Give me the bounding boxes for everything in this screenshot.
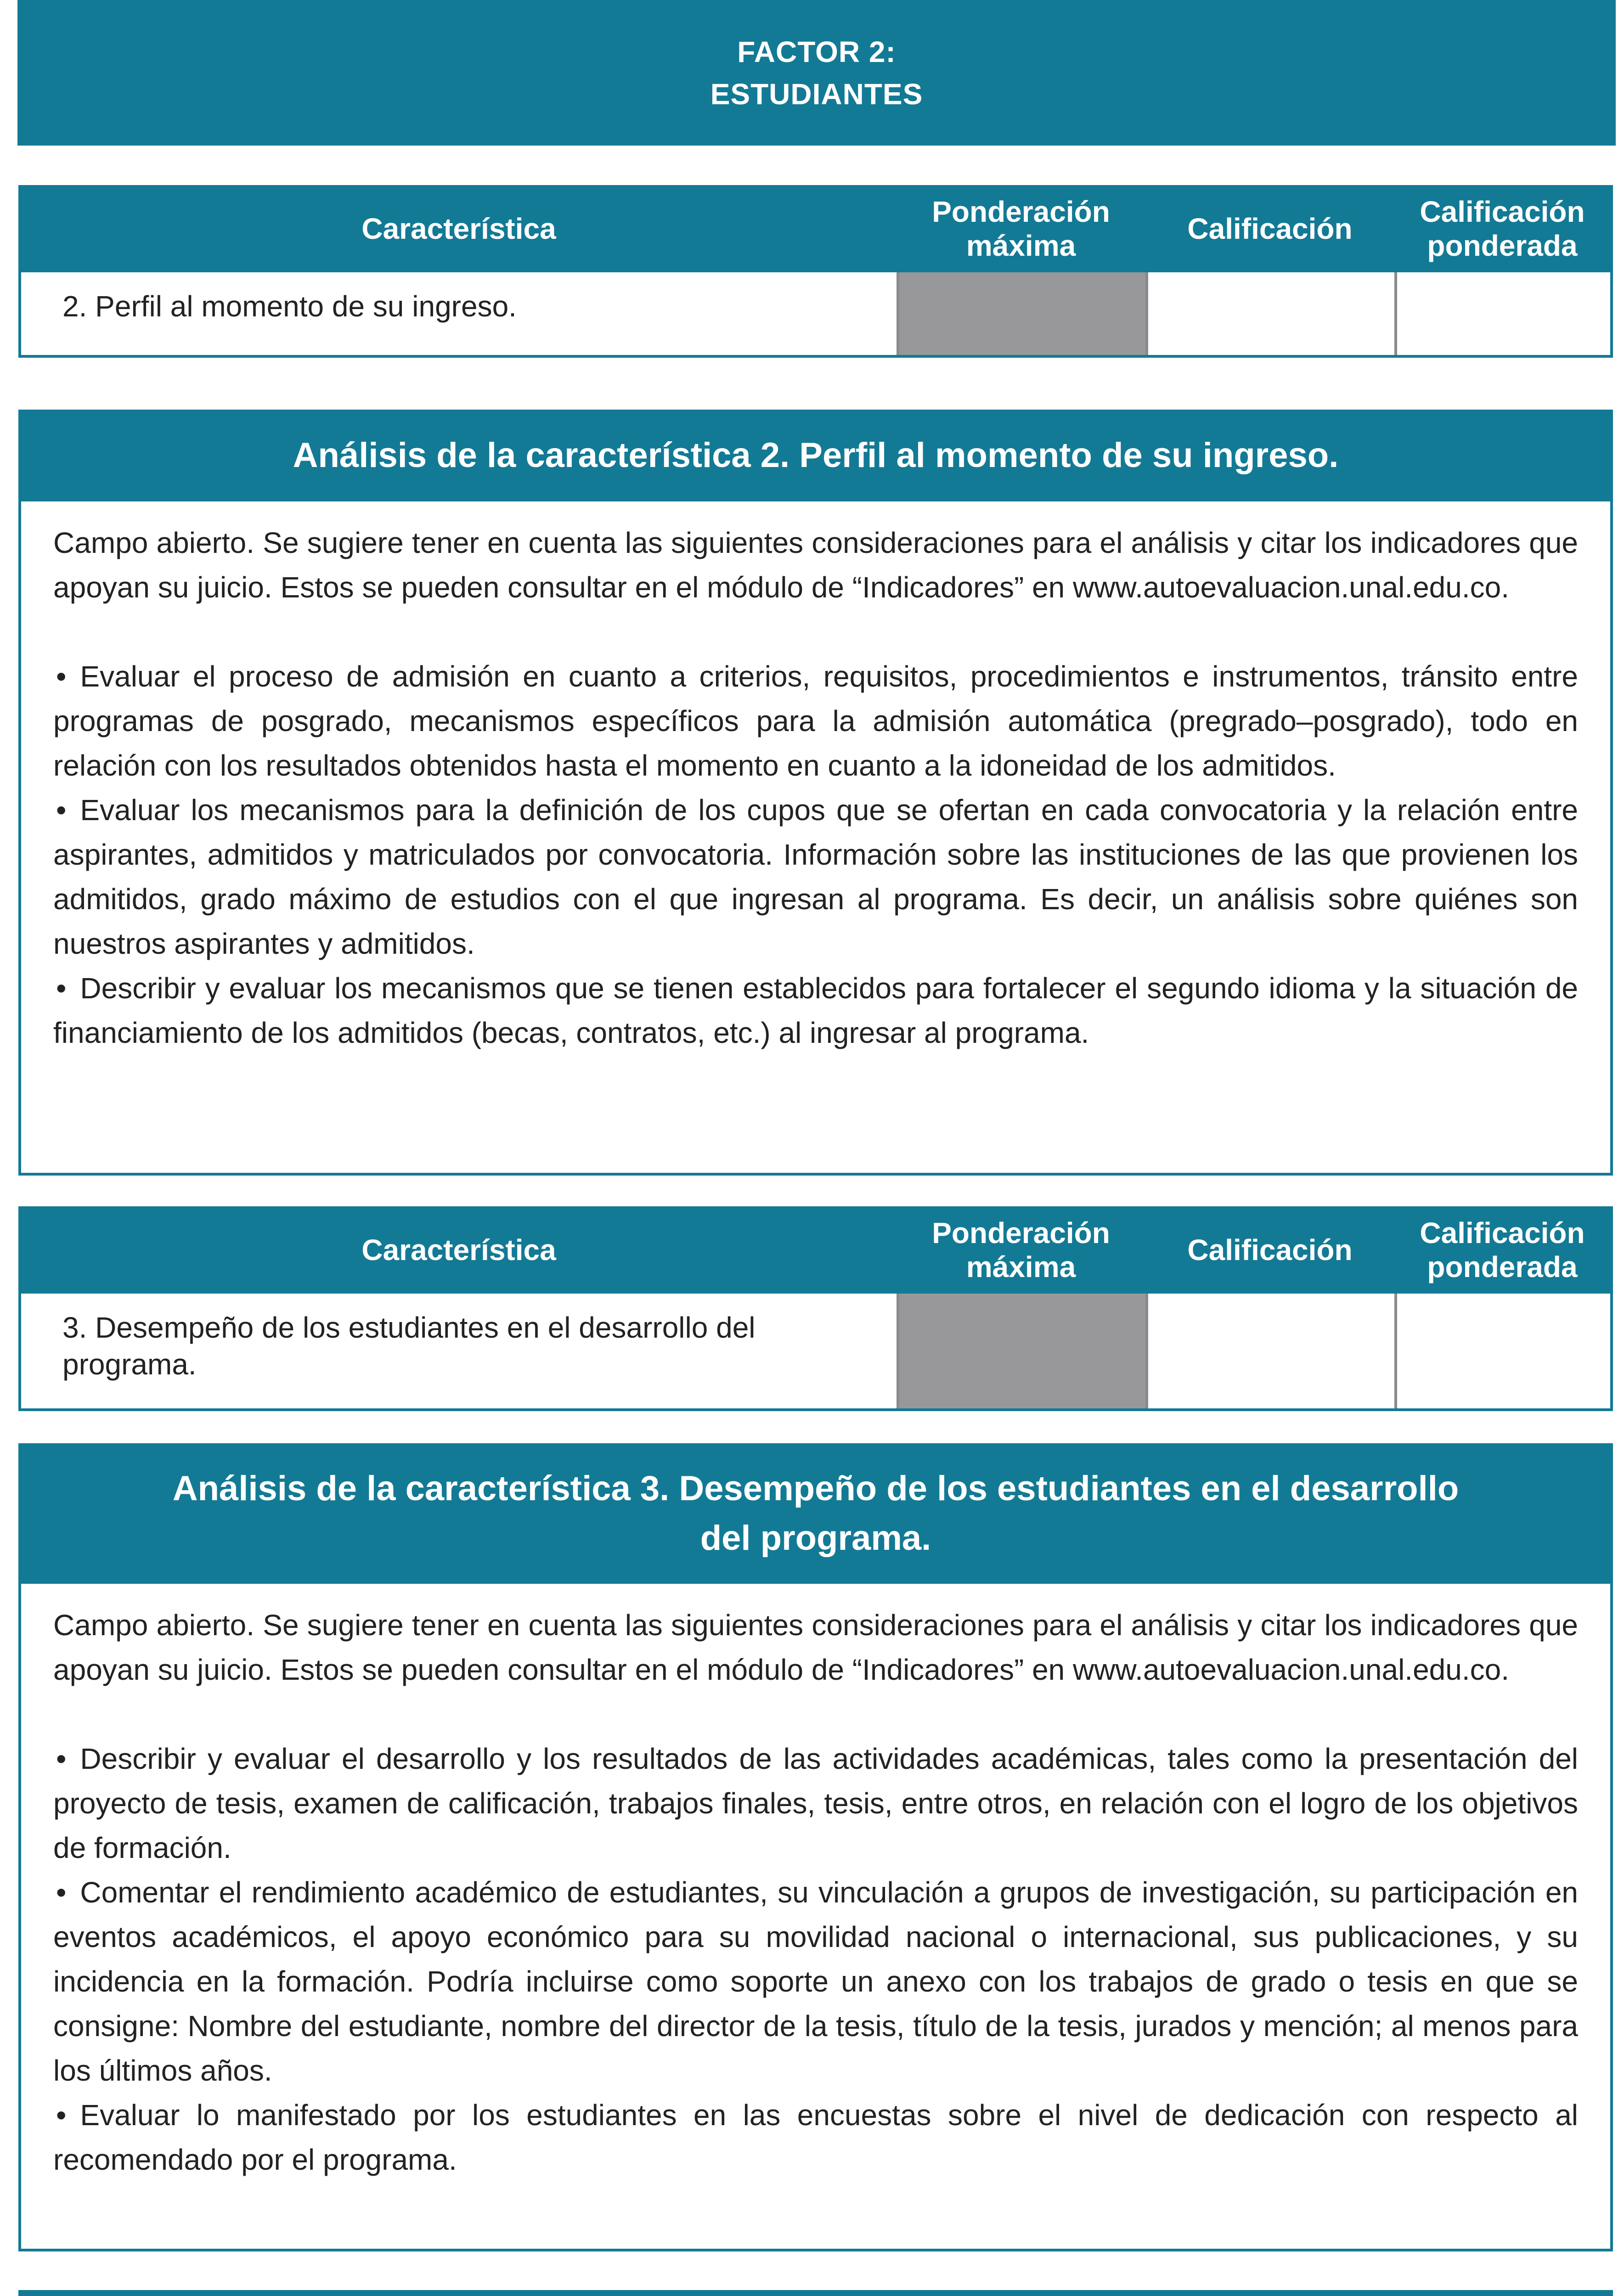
header-calificacion: Calificación — [1187, 212, 1353, 245]
analysis-body — [21, 501, 1610, 1055]
characteristic-table-3 — [18, 1206, 1613, 1411]
analysis-panel-2 — [18, 410, 1613, 1176]
header-ponderacion: Ponderación máxima — [932, 1216, 1110, 1283]
calificacion-ponderada-cell[interactable] — [1394, 272, 1610, 355]
factor-title: ESTUDIANTES — [710, 77, 923, 111]
analysis-body — [21, 1584, 1610, 2182]
consideration-item: • Comentar el rendimiento académico de estudiantes, su vinculación a grupos de investigación, su participación en eventos académicos, el apoyo económico para su movilidad nacional o internacional, sus publicaciones, y su incidencia en la formación. Podría incluirse como soporte un anexo con los trabajos de grado o tesis en que se consigne: Nombre del estudiante, nombre del director de la tesis, título de la tesis, jurados y mención; al menos para los últimos años. — [53, 1870, 1578, 2093]
table-header — [21, 2290, 1610, 2296]
consideration-item: • Evaluar el proceso de admisión en cuanto a criterios, requisitos, procedimientos e instrumentos, tránsito entre programas de posgrado, mecanismos específicos para la admisión automática (pregrado–posgrado), todo en relación con los resultados obtenidos hasta el momento en cuanto a la idoneidad de los admitidos. — [53, 654, 1578, 788]
analysis-title-line1: Análisis de la característica 3. Desempeño de los estudiantes en el desarrollo — [172, 1469, 1459, 1508]
ponderacion-cell — [897, 1294, 1145, 1408]
table-row — [21, 272, 1610, 355]
analysis-title: Análisis de la característica 2. Perfil al momento de su ingreso. — [21, 410, 1610, 501]
analysis-panel-3 — [18, 1443, 1613, 2251]
consideration-item: • Evaluar lo manifestado por los estudiantes en las encuestas sobre el nivel de dedicación con respecto al recomendado por el programa. — [53, 2093, 1578, 2182]
header-calificacion-ponderada — [1394, 2290, 1610, 2296]
calificacion-ponderada-cell[interactable] — [1394, 1294, 1610, 1408]
header-calificacion: Calificación — [1187, 1233, 1353, 1266]
header-caracteristica: Característica — [361, 1233, 556, 1266]
header-calificacion — [1145, 2290, 1394, 2296]
consideration-item: • Describir y evaluar los mecanismos que se tienen establecidos para fortalecer el segundo idioma y la situación de financiamiento de los admitidos (becas, contratos, etc.) al ingresar al programa. — [53, 966, 1578, 1055]
characteristic-name: 3. Desempeño de los estudiantes en el desarrollo del programa. — [62, 1311, 756, 1381]
characteristic-name: 2. Perfil al momento de su ingreso. — [62, 290, 517, 323]
calificacion-cell[interactable] — [1145, 1294, 1394, 1408]
characteristic-table-2 — [18, 185, 1613, 358]
header-caracteristica: Característica — [361, 212, 556, 245]
factor-number: FACTOR 2: — [737, 35, 896, 68]
table-header — [21, 185, 1610, 272]
consideration-item: • Evaluar los mecanismos para la definición de los cupos que se ofertan en cada convocatoria y la relación entre aspirantes, admitidos y matriculados por convocatoria. Información sobre las instituciones de las que provienen los admitidos, grado máximo de estudios con el que ingresan al programa. Es decir, un análisis sobre quiénes son nuestros aspirantes y admitidos. — [53, 788, 1578, 966]
analysis-title-line2: del programa. — [700, 1519, 931, 1558]
header-calificacion-ponderada: Calificación ponderada — [1420, 1216, 1585, 1283]
table-row — [21, 1294, 1610, 1408]
factor-header — [17, 0, 1616, 146]
header-ponderacion: Ponderación máxima — [932, 195, 1110, 262]
table-header — [21, 1206, 1610, 1294]
characteristic-table-4 — [18, 2290, 1613, 2296]
header-caracteristica — [21, 2290, 897, 2296]
header-calificacion-ponderada: Calificación ponderada — [1420, 195, 1585, 262]
ponderacion-cell — [897, 272, 1145, 355]
analysis-title — [21, 1443, 1610, 1584]
intro-text[interactable]: Campo abierto. Se sugiere tener en cuenta las siguientes consideraciones para el análisis y citar los indicadores que apoyan su juicio. Estos se pueden consultar en el módulo de “Indicadores” en www.autoevaluacion.unal.edu.co. — [53, 1609, 1578, 1686]
header-ponderacion — [897, 2290, 1145, 2296]
calificacion-cell[interactable] — [1145, 272, 1394, 355]
intro-text[interactable]: Campo abierto. Se sugiere tener en cuenta las siguientes consideraciones para el análisis y citar los indicadores que apoyan su juicio. Estos se pueden consultar en el módulo de “Indicadores” en www.autoevaluacion.unal.edu.co. — [53, 526, 1578, 604]
consideration-item: • Describir y evaluar el desarrollo y los resultados de las actividades académicas, tales como la presentación del proyecto de tesis, examen de calificación, trabajos finales, tesis, entre otros, en relación con el logro de los objetivos de formación. — [53, 1737, 1578, 1870]
